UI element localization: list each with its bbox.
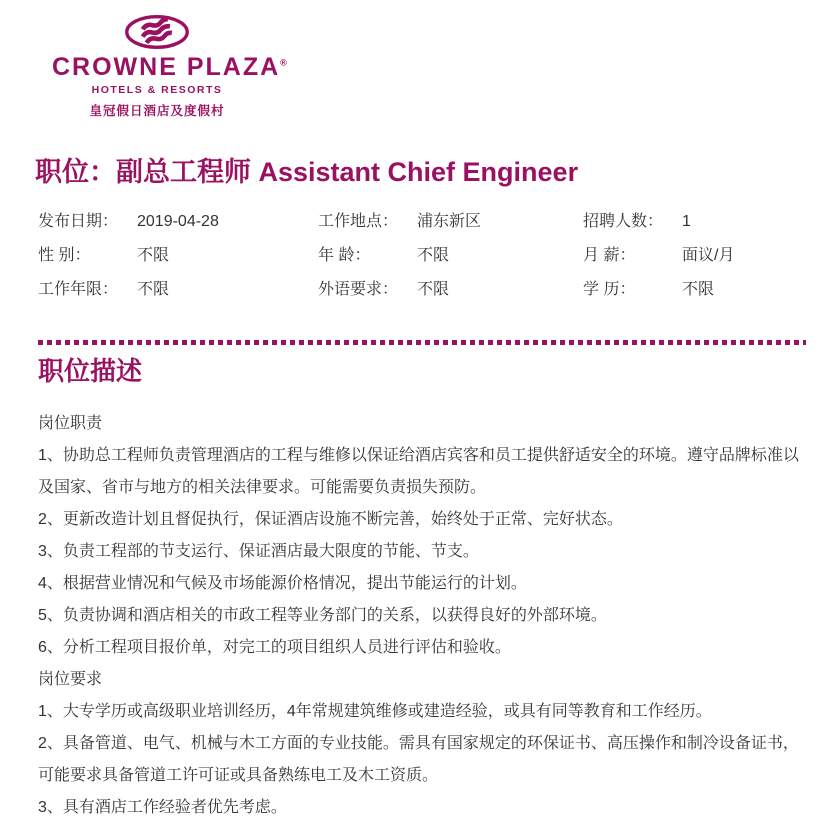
description-paragraph: 2、更新改造计划且督促执行，保证酒店设施不断完善，始终处于正常、完好状态。 (38, 510, 623, 528)
description-paragraph: 4、根据营业情况和气候及市场能源价格情况，提出节能运行的计划。 (38, 574, 527, 592)
info-label: 发布日期： (38, 212, 119, 230)
info-value: 不限 (417, 280, 450, 298)
info-label: 性 别： (38, 246, 91, 264)
description-paragraph: 6、分析工程项目报价单，对完工的项目组织人员进行评估和验收。 (38, 638, 511, 656)
info-label: 月 薪： (583, 246, 636, 264)
info-label: 工作年限： (38, 280, 119, 298)
info-cell-age (318, 242, 583, 265)
info-value: 不限 (682, 280, 715, 298)
info-row (38, 236, 810, 270)
info-value: 浦东新区 (417, 212, 482, 230)
info-row (38, 270, 810, 304)
info-cell-publish-date (38, 208, 318, 231)
info-cell-headcount (583, 208, 810, 231)
info-label: 年 龄： (318, 246, 371, 264)
brand-name-text: CROWNE PLAZA (52, 53, 281, 81)
info-value: 不限 (137, 246, 170, 264)
crowne-plaza-waves-icon (124, 14, 190, 50)
info-label: 招聘人数： (583, 212, 664, 230)
description-paragraph: 岗位职责 (38, 414, 103, 432)
info-value: 不限 (137, 280, 170, 298)
info-value: 2019-04-28 (137, 212, 219, 230)
info-value: 不限 (417, 246, 450, 264)
job-description-body (38, 408, 812, 824)
info-cell-gender (38, 242, 318, 265)
description-paragraph: 1、协助总工程师负责管理酒店的工程与维修以保证给酒店宾客和员工提供舒适安全的环境。遵守品牌标准以及国家、省市与地方的相关法律要求。可能需要负责损失预防。 (38, 446, 799, 496)
description-paragraph: 3、具有酒店工作经验者优先考虑。 (38, 798, 287, 816)
job-title: 职位：副总工程师 Assistant Chief Engineer (35, 157, 579, 188)
description-paragraph: 2、具备管道、电气、机械与木工方面的专业技能。需具有国家规定的环保证书、高压操作和制冷设备证书，可能要求具备管道工许可证或具备熟练电工及木工资质。 (38, 734, 799, 784)
registered-mark: ® (280, 57, 287, 68)
info-cell-education (583, 276, 810, 299)
brand-logo (52, 14, 287, 119)
brand-name (52, 53, 287, 81)
info-label: 学 历： (583, 280, 636, 298)
info-cell-salary (583, 242, 810, 265)
info-label: 工作地点： (318, 212, 399, 230)
info-cell-location (318, 208, 583, 231)
info-value: 1 (682, 212, 691, 230)
info-cell-experience (38, 276, 318, 299)
info-row (38, 202, 810, 236)
description-paragraph: 3、负责工程部的节支运行、保证酒店最大限度的节能、节支。 (38, 542, 479, 560)
dotted-divider (38, 340, 806, 345)
description-paragraph: 1、大专学历或高级职业培训经历，4年常规建筑维修或建造经验，或具有同等教育和工作经历。 (38, 702, 712, 720)
info-cell-language (318, 276, 583, 299)
info-label: 外语要求： (318, 280, 399, 298)
description-paragraph: 岗位要求 (38, 670, 103, 688)
brand-tagline-chinese: 皇冠假日酒店及度假村 (89, 104, 225, 119)
info-value: 面议/月 (682, 246, 735, 264)
section-heading-job-description: 职位描述 (38, 356, 143, 387)
description-paragraph: 5、负责协调和酒店相关的市政工程等业务部门的关系，以获得良好的外部环境。 (38, 606, 607, 624)
brand-tagline: HOTELS & RESORTS (91, 84, 223, 97)
job-info-table (38, 202, 810, 304)
